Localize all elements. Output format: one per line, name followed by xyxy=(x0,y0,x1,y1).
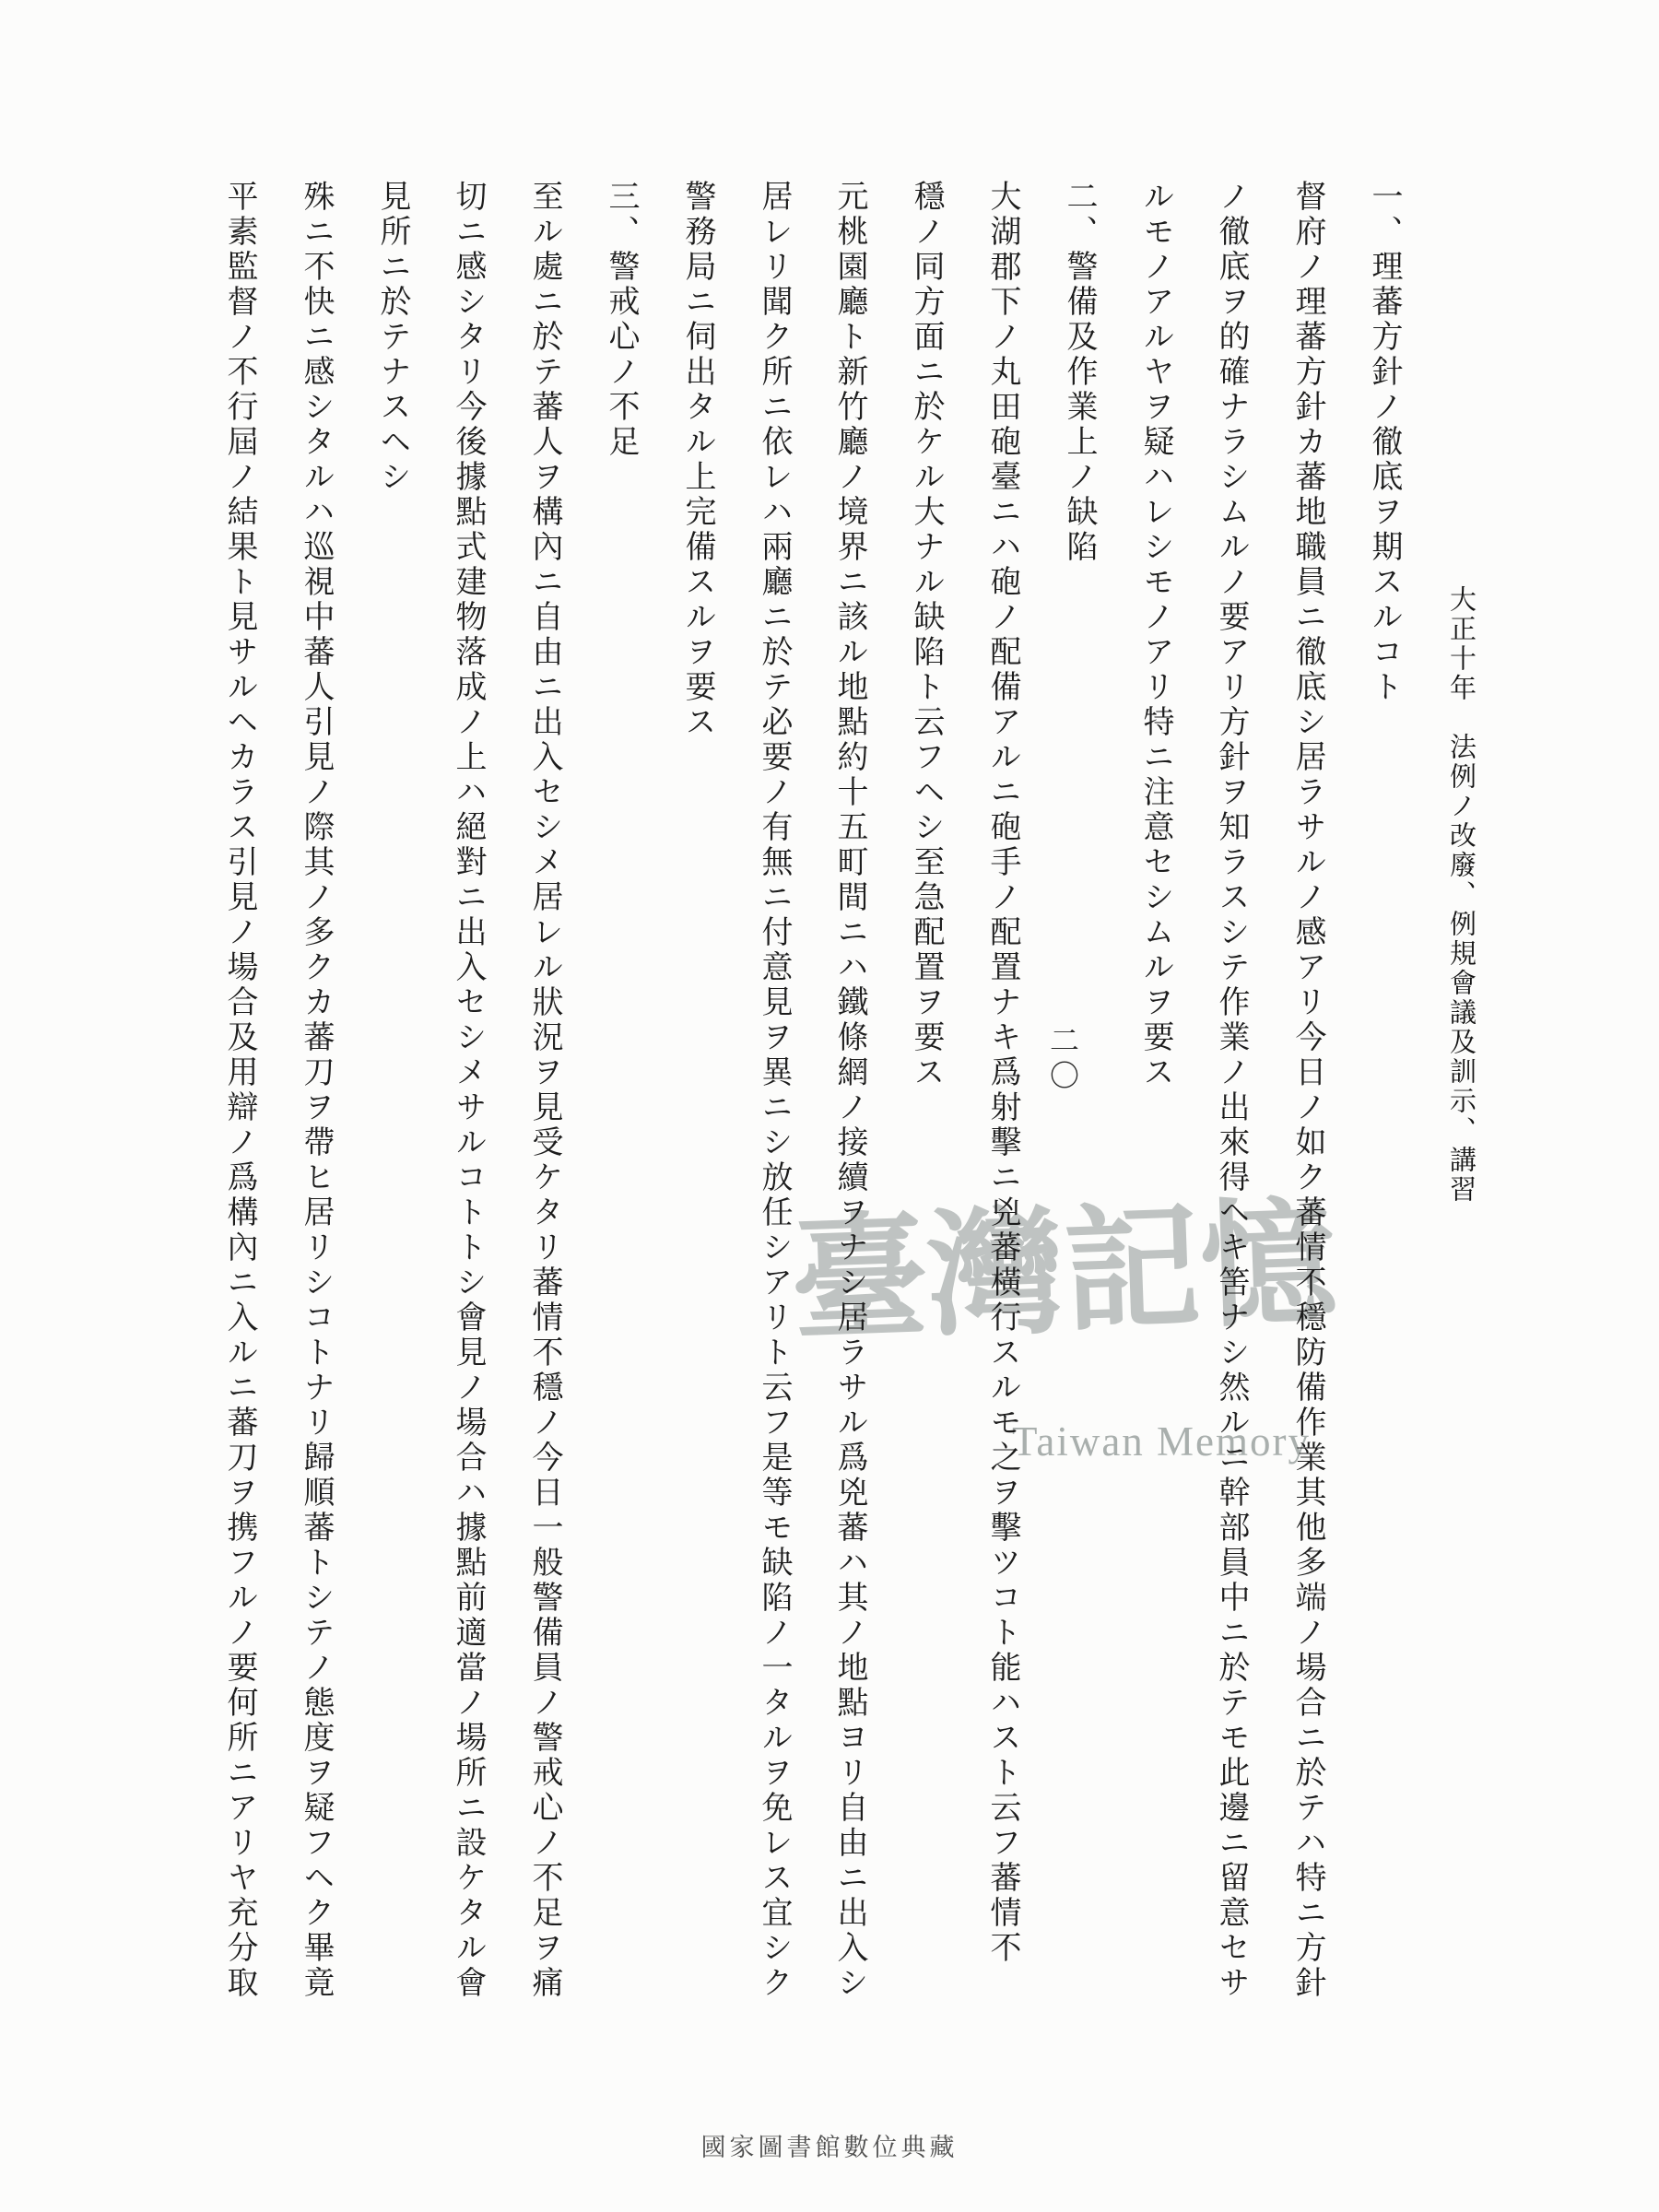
taiwan-memory-watermark-latin: Taiwan Memory xyxy=(1012,1418,1312,1465)
text-column: 穩ノ同方面ニ於ケル大ナル缺陷ト云フヘシ至急配置ヲ要ス xyxy=(909,180,943,1090)
text-column: 居レリ聞ク所ニ依レハ兩廳ニ於テ必要ノ有無ニ付意見ヲ異ニシ放任シアリト云フ是等モ缺陷ノ一タルヲ免レス宜シク xyxy=(757,180,791,2001)
running-head: 大正十年 法例ノ改廢、例規會議及訓示、講習 xyxy=(1446,585,1476,1205)
text-column: 切ニ感シタリ今後據點式建物落成ノ上ハ絕對ニ出入セシメサルコトトシ會見ノ場合ハ據點前適當ノ場所ニ設ケタル會 xyxy=(451,180,485,2001)
text-column: 大湖郡下ノ丸田砲臺ニハ砲ノ配備アルニ砲手ノ配置ナキ爲射擊ニ兇蕃橫行スルモ之ヲ擊ツコト能ハスト云フ蕃情不 xyxy=(985,180,1019,1966)
text-column: 督府ノ理蕃方針カ蕃地職員ニ徹底シ居ラサルノ感アリ今日ノ如ク蕃情不穩防備作業其他多端ノ場合ニ於テハ特ニ方針 xyxy=(1290,180,1324,2001)
archive-caption: 國家圖書館數位典藏 xyxy=(700,2134,959,2161)
taiwan-memory-watermark-cjk: 臺灣記憶 xyxy=(788,1188,1340,1359)
page-number: 二〇 xyxy=(1046,1025,1079,1095)
text-column: 平素監督ノ不行屆ノ結果ト見サルヘカラス引見ノ場合及用辯ノ爲構內ニ入ルニ蕃刀ヲ携フルノ要何所ニアリヤ充分取 xyxy=(222,180,256,2001)
text-column: 警務局ニ伺出タル上完備スルヲ要ス xyxy=(680,180,714,740)
text-column: ルモノアルヤヲ疑ハレシモノアリ特ニ注意セシムルヲ要ス xyxy=(1138,180,1172,1090)
text-column: 三、警戒心ノ不足 xyxy=(604,180,638,460)
text-column: 見所ニ於テナスヘシ xyxy=(375,180,409,495)
text-column: 二、警備及作業上ノ缺陷 xyxy=(1062,180,1096,565)
text-column: 殊ニ不快ニ感シタルハ巡視中蕃人引見ノ際其ノ多クカ蕃刀ヲ帶ヒ居リシコトナリ歸順蕃トシテノ態度ヲ疑フヘク畢竟 xyxy=(299,180,333,2001)
text-column: ノ徹底ヲ的確ナラシムルノ要アリ方針ヲ知ラスシテ作業ノ出來得ヘキ筈ナシ然ルニ幹部員中ニ於テモ此邊ニ留意セサ xyxy=(1214,180,1248,2001)
text-column: 一、理蕃方針ノ徹底ヲ期スルコト xyxy=(1367,180,1401,705)
text-column: 元桃園廳ト新竹廳ノ境界ニ該ル地點約十五町間ニハ鐵條網ノ接續ヲナシ居ラサル爲兇蕃ハ其ノ地點ヨリ自由ニ出入シ xyxy=(832,180,866,2001)
text-column: 至ル處ニ於テ蕃人ヲ構內ニ自由ニ出入セシメ居レル狀況ヲ見受ケタリ蕃情不穩ノ今日一般警備員ノ警戒心ノ不足ヲ痛 xyxy=(527,180,561,2001)
